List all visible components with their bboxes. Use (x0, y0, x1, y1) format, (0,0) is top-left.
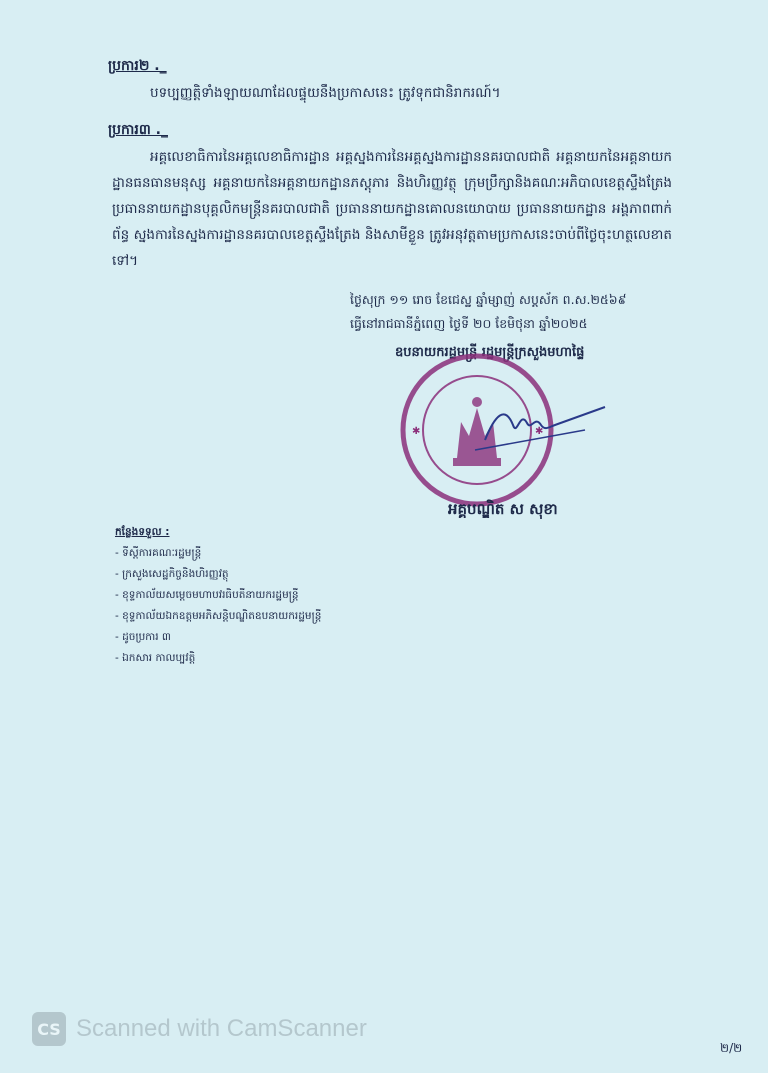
signer-title: ឧបនាយករដ្ឋមន្ត្រី រដ្ឋមន្ត្រីក្រសួងមហាផ្ទៃ (395, 345, 585, 360)
watermark-text: Scanned with CamScanner (76, 1015, 367, 1042)
recipient-item: - ទីស្តីការគណៈរដ្ឋមន្ត្រី (115, 547, 202, 559)
recipient-item: - ខុទ្ទកាល័យសម្តេចមហាបវរធិបតីនាយករដ្ឋមន្ត្រី (115, 589, 299, 601)
svg-text:✱: ✱ (535, 426, 544, 437)
recipients-list (115, 522, 321, 669)
svg-text:✱: ✱ (412, 426, 421, 437)
article-3-heading: ប្រការ៣ ._ (108, 122, 168, 138)
lunar-date: ថ្ងៃសុក្រ ១១ រោច ខែជេស្ឋ ឆ្នាំម្សាញ់ សប្តស័ក ព.ស.២៥៦៩ (350, 292, 627, 307)
recipient-item: - ខុទ្ទកាល័យឯកឧត្តមអភិសន្តិបណ្ឌិតឧបនាយករដ្ឋមន្ត្រី (115, 610, 322, 622)
signer-name: អគ្គបណ្ឌិត ស សុខា (448, 500, 558, 518)
recipients-title: កន្លែងទទួល : (115, 526, 170, 538)
recipient-item: - ដូចប្រការ ៣ (115, 631, 171, 643)
recipient-item: - ឯកសារ កាលប្បវត្តិ (115, 652, 196, 664)
handwritten-signature (465, 395, 615, 455)
page-number: ២/២ (720, 1041, 743, 1055)
recipient-item: - ក្រសួងសេដ្ឋកិច្ចនិងហិរញ្ញវត្ថុ (115, 568, 229, 580)
article-2-heading: ប្រការ២ ._ (108, 58, 167, 74)
article-2-text: បទប្បញ្ញត្តិទាំងឡាយណាដែលផ្ទុយនឹងប្រកាសនេះ ត្រូវទុកជានិរាករណ៍។ (150, 85, 501, 101)
article-3-text: អគ្គលេខាធិការនៃអគ្គលេខាធិការដ្ឋាន អគ្គស្នងការនៃអគ្គស្នងការដ្ឋាននគរបាលជាតិ អគ្គនាយកនៃអគ្គនាយកដ្ឋានធនធានមនុស្ស អគ្គនាយកនៃអគ្គនាយកដ្ឋានភស្តុភារ និងហិរញ្ញវត្ថុ ក្រុមប្រឹក្សានិងគណៈអភិបាលខេត្តស្ទឹងត្រែង ប្រធាននាយកដ្ឋានបុគ្គលិកមន្ត្រីនគរបាលជាតិ ប្រធាននាយកដ្ឋានគោលនយោបាយ ប្រធាននាយកដ្ឋាន អង្គភាពពាក់ព័ន្ធ ស្នងការនៃស្នងការដ្ឋាននគរបាលខេត្តស្ទឹងត្រែង និងសាមីខ្លួន ត្រូវអនុវត្តតាមប្រកាសនេះចាប់ពីថ្ងៃចុះហត្ថលេខាតទៅ។ (112, 149, 672, 269)
camscanner-logo-icon: CS (32, 1012, 66, 1046)
camscanner-watermark (32, 1012, 367, 1046)
solar-date: ធ្វើនៅរាជធានីភ្នំពេញ ថ្ងៃទី ២០ ខែមិថុនា ឆ្នាំ២០២៥ (350, 316, 588, 331)
